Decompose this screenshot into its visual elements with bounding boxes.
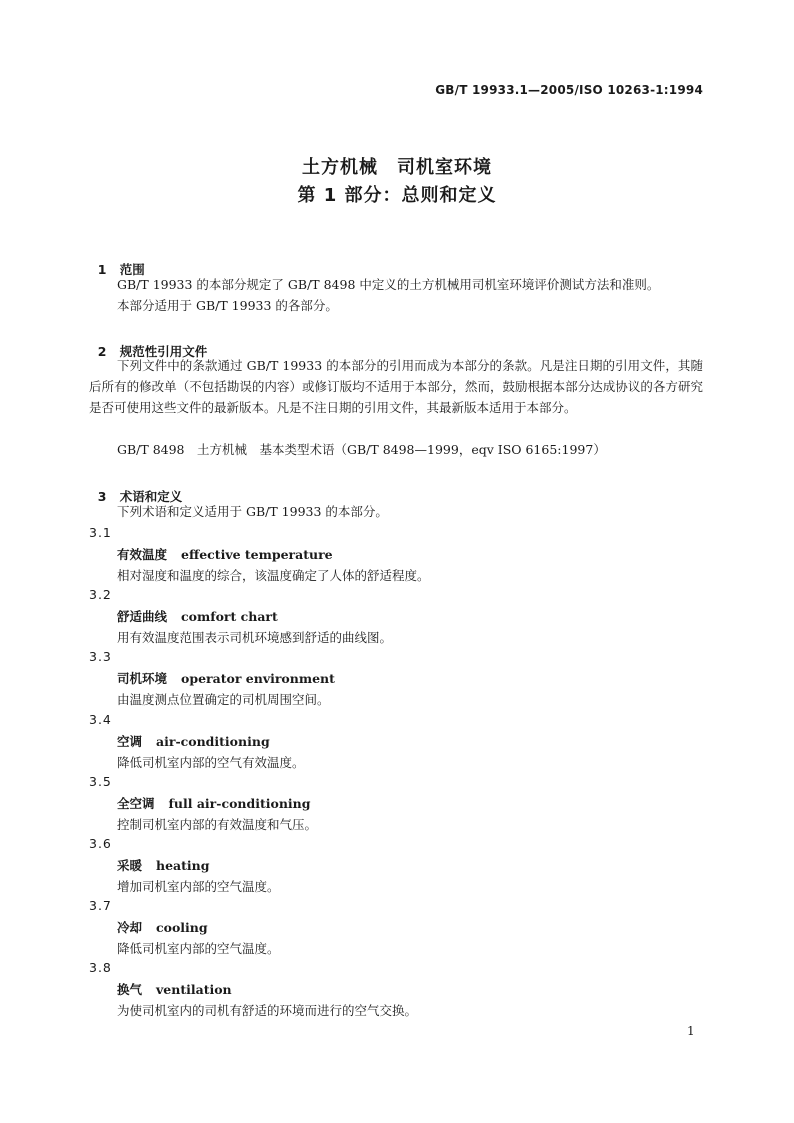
- section-number: 2: [97, 344, 107, 359]
- term-en: ventilation: [156, 982, 232, 997]
- section-2-paragraph: 下列文件中的条款通过 GB/T 19933 的本部分的引用而成为本部分的条款。凡是注日期的引用文件，其随后所有的修改单（不包括勘误的内容）或修订版均不适用于本部分，然而，鼓励根据本部分达成协议的各方研究是否可使用这些文件的最新版本。凡是不注日期的引用文件，其最新版本适用于本部分。: [89, 358, 703, 415]
- clause-number: 3.5: [89, 774, 112, 789]
- clause-number: 3.6: [89, 836, 112, 851]
- term-en: full air-conditioning: [168, 796, 311, 811]
- clause-number: 3.7: [89, 898, 112, 913]
- section-3-intro: 下列术语和定义适用于 GB/T 19933 的本部分。: [117, 504, 388, 519]
- term-definition: 增加司机室内部的空气温度。: [117, 879, 280, 894]
- term-definition: 降低司机室内部的空气有效温度。: [117, 755, 305, 770]
- section-number: 1: [97, 262, 107, 277]
- term-zh: 空调: [117, 734, 143, 749]
- term-entry: [117, 918, 208, 936]
- term-entry: [117, 669, 335, 687]
- term-zh: 司机环境: [117, 671, 168, 686]
- term-definition: 控制司机室内部的有效温度和气压。: [117, 817, 318, 832]
- term-zh: 换气: [117, 982, 143, 997]
- term-en: effective temperature: [181, 547, 333, 562]
- document-title: 土方机械 司机室环境: [302, 157, 492, 178]
- term-definition: 相对湿度和温度的综合，该温度确定了人体的舒适程度。: [117, 568, 430, 583]
- section-3-heading: [89, 472, 182, 505]
- term-entry: [117, 856, 210, 874]
- term-en: cooling: [156, 920, 208, 935]
- standard-code: GB/T 19933.1—2005/ISO 10263-1:1994: [435, 83, 703, 97]
- term-definition: 为使司机室内的司机有舒适的环境而进行的空气交换。: [117, 1003, 418, 1018]
- section-title: 规范性引用文件: [119, 344, 208, 359]
- document-subtitle: 第 1 部分：总则和定义: [297, 185, 497, 206]
- term-entry: [117, 794, 311, 812]
- term-zh: 有效温度: [117, 547, 168, 562]
- normative-reference: GB/T 8498 土方机械 基本类型术语（GB/T 8498—1999，eqv ISO 6165:1997）: [117, 442, 606, 457]
- term-en: comfort chart: [181, 609, 278, 624]
- clause-number: 3.2: [89, 587, 112, 602]
- section-number: 3: [97, 489, 107, 504]
- section-title: 术语和定义: [119, 489, 183, 504]
- term-entry: [117, 980, 232, 998]
- term-en: operator environment: [181, 671, 335, 686]
- term-zh: 全空调: [117, 796, 155, 811]
- section-1-text: GB/T 19933 的本部分规定了 GB/T 8498 中定义的土方机械用司机室环境评价测试方法和准则。: [117, 277, 660, 292]
- term-zh: 采暖: [117, 858, 143, 873]
- clause-number: 3.3: [89, 649, 112, 664]
- term-definition: 用有效温度范围表示司机环境感到舒适的曲线图。: [117, 630, 393, 645]
- term-entry: [117, 732, 270, 750]
- section-1-heading: [89, 245, 145, 278]
- term-en: heating: [156, 858, 210, 873]
- clause-number: 3.8: [89, 960, 112, 975]
- term-en: air-conditioning: [156, 734, 270, 749]
- term-definition: 由温度测点位置确定的司机周围空间。: [117, 692, 330, 707]
- term-zh: 冷却: [117, 920, 143, 935]
- page-number: 1: [687, 1024, 695, 1038]
- clause-number: 3.4: [89, 712, 112, 727]
- section-title: 范围: [119, 262, 145, 277]
- term-definition: 降低司机室内部的空气温度。: [117, 941, 280, 956]
- term-entry: [117, 545, 333, 563]
- term-zh: 舒适曲线: [117, 609, 168, 624]
- term-entry: [117, 607, 278, 625]
- section-1-text: 本部分适用于 GB/T 19933 的各部分。: [117, 298, 338, 313]
- clause-number: 3.1: [89, 525, 112, 540]
